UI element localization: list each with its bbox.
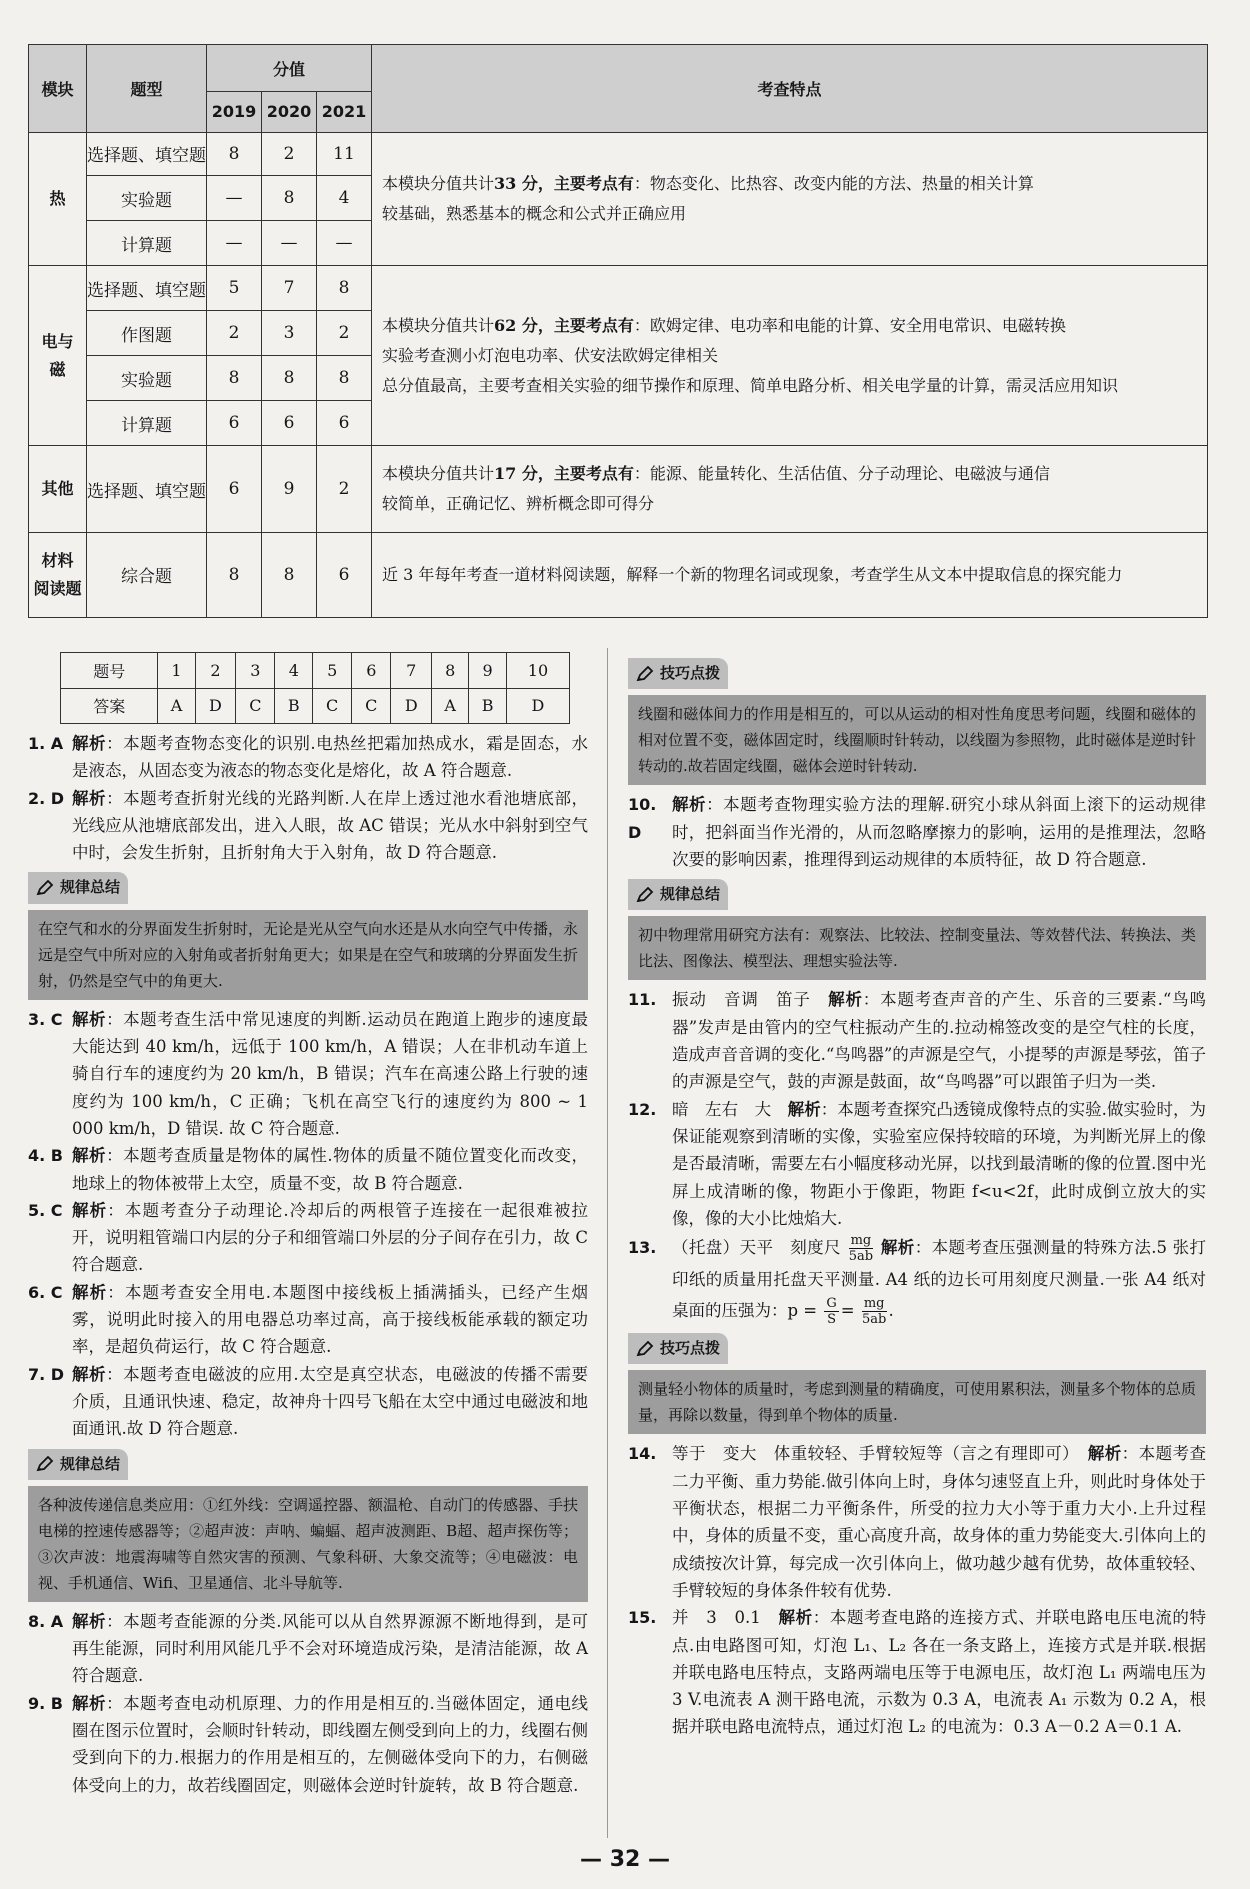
tip-title: 技巧点拨 <box>660 664 721 682</box>
tip-box <box>628 658 1206 785</box>
cell-2020: 9 <box>262 446 317 532</box>
formula-text: = <box>840 1301 855 1321</box>
analysis-label: 解析 <box>828 990 863 1010</box>
feat-text: 较基础，熟悉基本的概念和公式并正确应用 <box>382 203 687 223</box>
answer-label: 题号 <box>61 653 158 689</box>
analysis-label: 解析 <box>72 1200 108 1220</box>
answer-item-14 <box>628 1440 1206 1604</box>
module-em <box>29 266 87 446</box>
analysis-label: 解析 <box>672 795 707 815</box>
answer-text: （托盘）天平 刻度尺 <box>672 1238 841 1258</box>
cell-2021: — <box>317 221 372 266</box>
answer-item-12 <box>628 1096 1206 1232</box>
analysis-label: 解析 <box>72 1693 107 1713</box>
cell-type: 实验题 <box>87 176 207 221</box>
item-number: 1. A <box>28 734 64 753</box>
answer-num: 10 <box>506 653 569 689</box>
tip-text: 各种波传递信息类应用：①红外线：空调遥控器、额温枪、自动门的传感器、手扶电梯的控速传感器等；②超声波：声呐、蝙蝠、超声波测距、B超、超声探伤等；③次声波：地震海啸等自然灾害的预测、气象科研、大象交流等；④电磁波：电视、手机通信、Wifi、卫星通信、北斗导航等. <box>28 1486 588 1602</box>
fraction-denominator: 5ab <box>862 1312 887 1328</box>
analysis-label: 解析 <box>787 1099 821 1119</box>
answer-item-5 <box>28 1197 588 1279</box>
analysis-text: ：本题考查探究凸透镜成像特点的实验.做实验时，为保证能观察到清晰的实像，实验室应保持较暗的环境，为判断光屏上的像是否最清晰，需要左右小幅度移动光屏，以找到最清晰的像的位置.图中光屏上成清晰的像，物距小于像距，物距 f<u<2f，此时成倒立放大的实像，像的大小比烛焰大. <box>672 1099 1207 1228</box>
cell-2019: 8 <box>207 132 262 176</box>
tip-box <box>28 1449 588 1602</box>
analysis-text: ：本题考查二力平衡、重力势能.做引体向上时，身体匀速竖直上升，则此时身体处于平衡状态，根据二力平衡条件，所受的拉力大小等于重力大小.上升过程中，身体的质量不变，重心高度升高，故身体的重力势能变大.引体向上的成绩按次计算，每完成一次引体向上，做功越少越有优势，故体重较轻、手臂较短的身体条件较有优势. <box>672 1444 1207 1600</box>
answer-item-1 <box>28 730 588 785</box>
page-number: — 32 — <box>580 1847 670 1872</box>
tip-text: 测量轻小物体的质量时，考虑到测量的精确度，可使用累积法，测量多个物体的总质量，再除以数量，得到单个物体的质量. <box>628 1370 1206 1434</box>
analysis-label: 解析 <box>72 1611 107 1631</box>
module-heat: 热 <box>29 132 87 266</box>
answer-val: D <box>195 688 236 724</box>
cell-2020: 6 <box>262 401 317 446</box>
answer-text: 暗 左右 大 <box>672 1099 788 1119</box>
table-row <box>29 446 1208 532</box>
cell-2019: — <box>207 176 262 221</box>
answer-num: 9 <box>469 653 507 689</box>
pencil-icon <box>636 887 654 903</box>
module-other: 其他 <box>29 446 87 532</box>
pencil-icon <box>36 880 54 896</box>
tip-box <box>28 872 588 999</box>
analysis-label: 解析 <box>880 1238 915 1258</box>
answer-item-15 <box>628 1604 1206 1740</box>
tip-title: 规律总结 <box>60 1454 121 1473</box>
feat-text: ：物态变化、比热容、改变内能的方法、热量的相关计算 <box>633 173 1034 193</box>
answer-num: 1 <box>158 653 195 689</box>
tip-title: 技巧点拨 <box>660 1339 721 1358</box>
analysis-text: ：本题考查电路的连接方式、并联电路电压电流的特点.由电路图可知，灯泡 L₁、L₂ 各在一条支路上，连接方式是并联.根据并联电路电压特点，支路两端电压等于电源电压，故灯泡 L₁ 两端电压为 3 V.电流表 A 测干路电流，示数为 0.3 A，电流表 A₁ 示数为 0.2 A，根据并联电路电流特点，通过灯泡 L₂ 的电流为：0.3 A－0.2 A＝0.1 A. <box>672 1608 1206 1737</box>
feature-material: 近 3 年每年考查一道材料阅读题，解释一个新的物理名词或现象，考查学生从文本中提取信息的探究能力 <box>372 532 1208 617</box>
item-number: 14. <box>628 1444 657 1464</box>
cell-type: 计算题 <box>87 401 207 446</box>
answer-item-7 <box>28 1361 588 1443</box>
item-number: 15. <box>628 1608 657 1628</box>
left-column <box>28 730 588 1799</box>
exam-analysis-table <box>28 44 1208 618</box>
answer-text: 等于 变大 体重较轻、手臂较短等（言之有理即可） <box>672 1444 1088 1464</box>
feat-text: 本模块分值共计 <box>382 464 495 483</box>
cell-type: 选择题、填空题 <box>87 266 207 311</box>
answer-item-10 <box>628 791 1206 873</box>
cell-2019: 2 <box>207 311 262 356</box>
answer-val: A <box>432 688 469 724</box>
cell-2019: 6 <box>207 446 262 532</box>
item-number: 4. B <box>28 1146 63 1166</box>
answer-item-4 <box>28 1142 588 1197</box>
item-number: 9. B <box>28 1693 63 1713</box>
feat-text: 本模块分值共计 <box>382 173 495 193</box>
analysis-label: 解析 <box>72 1009 107 1029</box>
item-number: 10. D <box>628 795 657 842</box>
analysis-text: ：本题考查分子动理论.冷却后的两根管子连接在一起很难被拉开，说明粗管端口内层的分子和细管端口外层的分子间存在引力，故 C 符合题意. <box>72 1200 589 1275</box>
analysis-text: ：本题考查安全用电.本题图中接线板上插满插头，已经产生烟雾，说明此时接入的用电器总功率过高，高于接线板能承载的额定功率，是超负荷运行，故 C 符合题意. <box>72 1282 589 1357</box>
tip-title: 规律总结 <box>660 885 721 904</box>
table-row <box>29 266 1208 311</box>
cell-2020: 8 <box>262 356 317 401</box>
cell-2021: 8 <box>317 356 372 401</box>
analysis-label: 解析 <box>1087 1444 1122 1464</box>
item-number: 3. C <box>28 1009 63 1029</box>
answer-label: 答案 <box>61 688 158 724</box>
cell-2020: 8 <box>262 532 317 617</box>
pencil-icon <box>636 666 654 682</box>
fraction <box>862 1296 887 1327</box>
cell-2020: 2 <box>262 132 317 176</box>
fraction-denominator: S <box>827 1312 837 1328</box>
cell-2021: 6 <box>317 532 372 617</box>
answer-val: B <box>275 688 313 724</box>
answer-num: 6 <box>352 653 391 689</box>
tip-text: 线圈和磁体间力的作用是相互的，可以从运动的相对性角度思考问题，线圈和磁体的相对位置不变，磁体固定时，线圈顺时针转动，以线圈为参照物，此时磁体是逆时针转动的.故若固定线圈，磁体会逆时针转动. <box>628 695 1206 785</box>
column-divider <box>607 648 608 1838</box>
feat-text: 较简单，正确记忆、辨析概念即可得分 <box>382 494 655 513</box>
header-type: 题型 <box>87 45 207 133</box>
answer-item-6 <box>28 1279 588 1361</box>
feature-em <box>372 266 1208 446</box>
cell-2019: — <box>207 221 262 266</box>
cell-type: 选择题、填空题 <box>87 446 207 532</box>
answer-text: 并 3 0.1 <box>672 1608 779 1628</box>
answer-val: A <box>158 688 195 724</box>
header-2020: 2020 <box>262 92 317 132</box>
cell-2019: 8 <box>207 356 262 401</box>
fraction-denominator: 5ab <box>848 1249 874 1265</box>
cell-2021: 2 <box>317 446 372 532</box>
cell-type: 综合题 <box>87 532 207 617</box>
analysis-text: ：本题考查质量是物体的属性.物体的质量不随位置变化而改变，地球上的物体被带上太空，质量不变，故 B 符合题意. <box>72 1146 589 1193</box>
answer-grid <box>60 652 570 724</box>
answer-item-11 <box>628 986 1206 1095</box>
module-label: 阅读题 <box>33 578 82 598</box>
item-number: 12. <box>628 1099 657 1119</box>
item-number: 11. <box>628 990 657 1010</box>
pencil-icon <box>636 1341 654 1357</box>
cell-2020: 3 <box>262 311 317 356</box>
feat-score: 17 分，主要考点有 <box>494 464 634 483</box>
cell-2019: 8 <box>207 532 262 617</box>
analysis-text: ：本题考查能源的分类.风能可以从自然界源源不断地得到，是可再生能源，同时利用风能几乎不会对环境造成污染，是清洁能源，故 A 符合题意. <box>72 1611 589 1686</box>
feat-text: ：欧姆定律、电功率和电能的计算、安全用电常识、电磁转换 <box>633 315 1066 335</box>
cell-type: 计算题 <box>87 221 207 266</box>
answer-num: 4 <box>275 653 313 689</box>
fraction <box>849 1233 874 1264</box>
feat-text: 总分值最高，主要考查相关实验的细节操作和原理、简单电路分析、相关电学量的计算，需灵活应用知识 <box>382 375 1119 395</box>
table-row <box>29 532 1208 617</box>
tip-text: 在空气和水的分界面发生折射时，无论是光从空气向水还是从水向空气中传播，永远是空气中所对应的入射角或者折射角更大；如果是在空气和玻璃的分界面发生折射，仍然是空气中的角更大. <box>28 910 588 1000</box>
feat-text: 实验考查测小灯泡电功率、伏安法欧姆定律相关 <box>382 345 719 365</box>
analysis-label: 解析 <box>72 1146 107 1166</box>
header-score: 分值 <box>207 45 372 92</box>
cell-2021: 4 <box>317 176 372 221</box>
cell-2020: 7 <box>262 266 317 311</box>
answer-text: 振动 音调 笛子 <box>672 990 829 1010</box>
module-label: 磁 <box>49 359 66 379</box>
answer-item-3 <box>28 1006 588 1142</box>
feat-score: 62 分，主要考点有 <box>494 315 634 335</box>
header-2021: 2021 <box>317 92 372 132</box>
item-number: 6. C <box>28 1282 63 1302</box>
item-number: 7. D <box>28 1364 65 1384</box>
answer-item-2 <box>28 785 588 867</box>
header-module: 模块 <box>29 45 87 133</box>
fraction-numerator: mg <box>863 1296 885 1312</box>
cell-type: 选择题、填空题 <box>87 132 207 176</box>
module-material <box>29 532 87 617</box>
cell-type: 实验题 <box>87 356 207 401</box>
item-number: 5. C <box>28 1200 63 1220</box>
table-row <box>29 132 1208 176</box>
answer-row-numbers <box>61 653 570 689</box>
answer-num: 8 <box>432 653 469 689</box>
fraction-numerator: G <box>826 1296 837 1312</box>
pencil-icon <box>36 1456 54 1472</box>
answer-val: D <box>506 688 569 724</box>
analysis-label: 解析 <box>72 1282 108 1302</box>
analysis-text: ：本题考查声音的产生、乐音的三要素.“鸟鸣器”发声是由管内的空气柱振动产生的.拉动棉签改变的是空气柱的长度，造成声音音调的变化.“鸟鸣器”的声源是空气，小提琴的声源是琴弦，笛子的声源是空气，鼓的声源是鼓面，故“鸟鸣器”可以跟笛子归为一类. <box>672 990 1206 1092</box>
cell-2019: 5 <box>207 266 262 311</box>
analysis-text: ：本题考查物态变化的识别.电热丝把霜加热成水，霜是固态，水是液态，从固态变为液态的物态变化是熔化，故 A 符合题意. <box>72 734 589 781</box>
item-number: 13. <box>628 1238 657 1258</box>
feat-score: 33 分，主要考点有 <box>494 173 634 193</box>
analysis-label: 解析 <box>72 788 107 808</box>
cell-2020: — <box>262 221 317 266</box>
feat-text: 本模块分值共计 <box>382 315 495 335</box>
answer-val: D <box>391 688 432 724</box>
answer-item-13: 13. （托盘）天平 刻度尺 $\frac{mg}{5ab}$ 解析：本题考查压强测量的特殊方法.5 张打印纸的质量用托盘天平测量. A4 纸的边长可用刻度尺测量.一张 A4 纸对桌面的压强为：p = $\frac{G}{S}$ = $\frac{mg}{5ab}$ . <box>628 1233 1206 1328</box>
fraction <box>824 1296 838 1327</box>
analysis-text: ：本题考查折射光线的光路判断.人在岸上透过池水看池塘底部，光线应从池塘底部发出，进入人眼，故 AC 错误；光从水中斜射到空气中时，会发生折射，且折射角大于入射角，故 D 符合题意. <box>72 788 589 863</box>
analysis-label: 解析 <box>72 1364 107 1384</box>
cell-2021: 11 <box>317 132 372 176</box>
tip-title: 规律总结 <box>60 878 121 897</box>
header-2019: 2019 <box>207 92 262 132</box>
answer-val: C <box>352 688 391 724</box>
analysis-text: ：本题考查生活中常见速度的判断.运动员在跑道上跑步的速度最大能达到 40 km/h，远低于 100 km/h，A 错误；人在非机动车道上骑自行车的速度约为 20 km/h，B 错误；汽车在高速公路上行驶的速度约为 100 km/h，C 正确；飞机在高空飞行的速度约为 800 ~ 1 000 km/h，D 错误. 故 C 符合题意. <box>72 1009 589 1138</box>
right-column <box>628 652 1206 1741</box>
item-number: 2. D <box>28 788 65 808</box>
cell-type: 作图题 <box>87 311 207 356</box>
tip-box <box>628 879 1206 980</box>
cell-2021: 2 <box>317 311 372 356</box>
feature-heat <box>372 132 1208 266</box>
analysis-text: ：本题考查电动机原理、力的作用是相互的.当磁体固定，通电线圈在图示位置时，会顺时针转动，即线圈左侧受到向上的力，线圈右侧受到向下的力.根据力的作用是相互的，左侧磁体受向下的力，右侧磁体受向上的力，故若线圈固定，则磁体会逆时针旋转，故 B 符合题意. <box>72 1693 589 1795</box>
cell-2021: 6 <box>317 401 372 446</box>
fraction-numerator: mg <box>850 1233 872 1249</box>
answer-num: 2 <box>195 653 236 689</box>
cell-2019: 6 <box>207 401 262 446</box>
feature-other <box>372 446 1208 532</box>
feat-text: ：能源、能量转化、生活估值、分子动理论、电磁波与通信 <box>633 464 1050 483</box>
analysis-text: ：本题考查电磁波的应用.太空是真空状态，电磁波的传播不需要介质，且通讯快速、稳定，故神舟十四号飞船在太空中通过电磁波和地面通讯.故 D 符合题意. <box>72 1364 589 1439</box>
cell-2021: 8 <box>317 266 372 311</box>
answer-num: 7 <box>391 653 432 689</box>
analysis-text: ：本题考查压强测量的特殊方法.5 张打印纸的质量用托盘天平测量. A4 纸的边长可用刻度尺测量.一张 A4 纸对桌面的压强为： <box>672 1238 1206 1321</box>
item-number: 8. A <box>28 1611 64 1631</box>
analysis-label: 解析 <box>72 734 107 753</box>
module-label: 材料 <box>41 550 74 570</box>
formula-text: p = <box>787 1301 818 1321</box>
answer-item-8 <box>28 1608 588 1690</box>
answer-val: C <box>236 688 275 724</box>
cell-2020: 8 <box>262 176 317 221</box>
answer-row-values <box>61 688 570 724</box>
tip-text: 初中物理常用研究方法有：观察法、比较法、控制变量法、等效替代法、转换法、类比法、图像法、模型法、理想实验法等. <box>628 916 1206 980</box>
answer-num: 5 <box>313 653 352 689</box>
answer-item-9 <box>28 1690 588 1799</box>
answer-num: 3 <box>236 653 275 689</box>
tip-box <box>628 1333 1206 1434</box>
module-label: 电与 <box>41 331 74 351</box>
answer-val: B <box>469 688 507 724</box>
analysis-text: ：本题考查物理实验方法的理解.研究小球从斜面上滚下的运动规律时，把斜面当作光滑的，从而忽略摩擦力的影响，运用的是推理法，忽略次要的影响因素，推理得到运动规律的本质特征，故 D 符合题意. <box>672 795 1207 869</box>
header-feature: 考查特点 <box>372 45 1208 133</box>
answer-val: C <box>313 688 352 724</box>
analysis-label: 解析 <box>778 1608 813 1628</box>
